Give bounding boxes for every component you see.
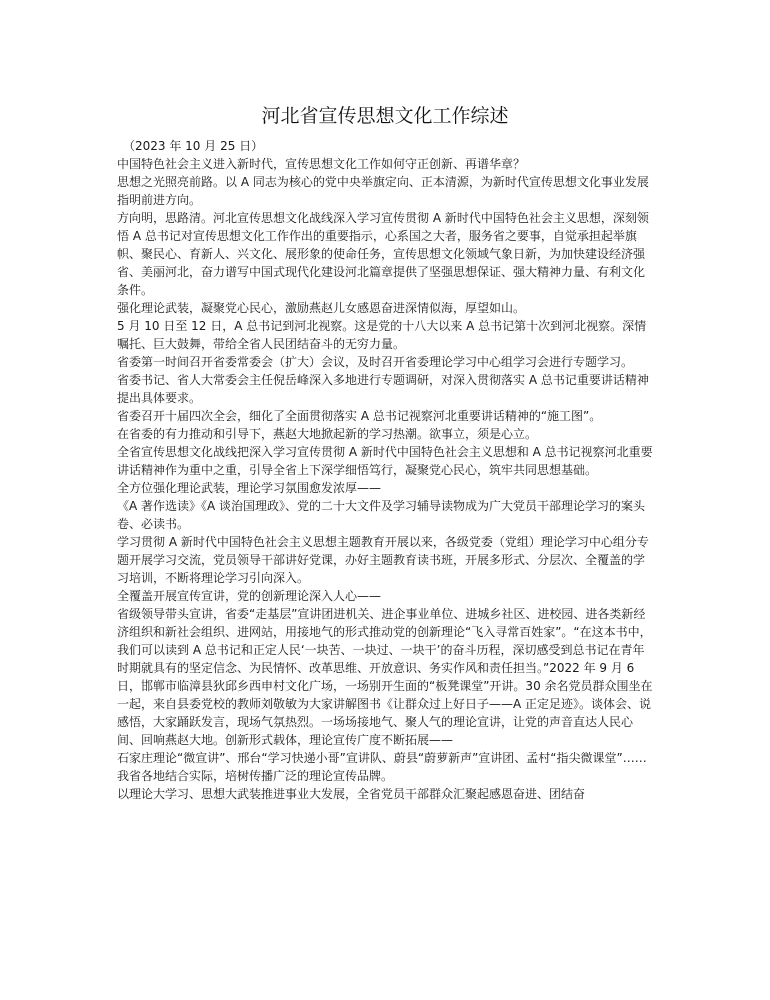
- paragraph: 以理论大学习、思想大武装推进事业大发展，全省党员干部群众汇聚起感恩奋进、团结奋: [117, 787, 586, 801]
- document-body: [117, 137, 655, 803]
- paragraph: 省委召开十届四次全会，细化了全面贯彻落实 A 总书记视察河北重要讲话精神的“施工图”。: [117, 409, 602, 423]
- paragraph: 省委第一时间召开省委常委会（扩大）会议，及时召开省委理论学习中心组学习会进行专题学习。: [117, 355, 634, 369]
- paragraph: 石家庄理论“微宣讲”、邢台“学习快递小哥”宣讲队、蔚县“蔚萝新声”宣讲团、孟村“指尖微课堂”……我省各地结合实际，培树传播广泛的理论宣传品牌。: [117, 751, 647, 783]
- paragraph: 《A 著作选读》《A 谈治国理政》、党的二十大文件及学习辅导读物成为广大党员干部理论学习的案头卷、必读书。: [117, 499, 646, 531]
- paragraph: 省级领导带头宣讲，省委“走基层”宣讲团进机关、进企事业单位、进城乡社区、进校园、进各类新经济组织和新社会组织、进网站，用接地气的形式推动党的创新理论“飞入寻常百姓家”。“在这本书中，我们可以读到 A 总书记和正定人民‘一块苦、一块过、一块干’的奋斗历程，深切感受到总书记在青年时期就具有的坚定信念、为民情怀、改革思维、开放意识、务实作风和责任担当。”2022 年 9 月 6 日，邯郸市临漳县狄邱乡西申村文化广场，一场别开生面的“板凳课堂”开讲。30 余名党员群众围坐在一起，来自县委党校的教师刘敬敏为大家讲解图书《让群众过上好日子——A 正定足迹》。谈体会、说感悟，大家踊跃发言，现场气氛热烈。一场场接地气、聚人气的理论宣讲，让党的声音直达人民心间、回响燕赵大地。创新形式载体，理论宣传广度不断拓展——: [117, 607, 653, 747]
- section-heading: 全覆盖开展宣传宣讲，党的创新理论深入人心——: [117, 589, 382, 603]
- paragraph: 在省委的有力推动和引导下，燕赵大地掀起新的学习热潮。欲事立，须是心立。: [117, 427, 538, 441]
- paragraph: 方向明，思路清。河北宣传思想文化战线深入学习宣传贯彻 A 新时代中国特色社会主义思想，深刻领悟 A 总书记对宣传思想文化工作作出的重要指示，心系国之大者，服务省之要事，自觉承担起举旗帜、聚民心、育新人、兴文化、展形象的使命任务，宣传思想文化领域气象日新，为加快建设经济强省、美丽河北，奋力谱写中国式现代化建设河北篇章提供了坚强思想保证、强大精神力量、有利文化条件。: [117, 211, 649, 297]
- paragraph: 5 月 10 日至 12 日，A 总书记到河北视察。这是党的十八大以来 A 总书记第十次到河北视察。深情嘱托、巨大鼓舞，带给全省人民团结奋斗的无穷力量。: [117, 319, 647, 351]
- paragraph: 中国特色社会主义进入新时代，宣传思想文化工作如何守正创新、再谱华章？: [117, 157, 526, 171]
- section-heading: 全方位强化理论武装，理论学习氛围愈发浓厚——: [117, 481, 382, 495]
- paragraph: 学习贯彻 A 新时代中国特色社会主义思想主题教育开展以来，各级党委（党组）理论学习中心组分专题开展学习交流，党员领导干部讲好党课，办好主题教育读书班，开展多形式、分层次、全覆盖的学习培训，不断将理论学习引向深入。: [117, 535, 649, 585]
- paragraph: 强化理论武装，凝聚党心民心，激励燕赵儿女感恩奋进深情似海，厚望如山。: [117, 301, 526, 315]
- document-title: 河北省宣传思想文化工作综述: [261, 105, 509, 127]
- paragraph: 省委书记、省人大常委会主任倪岳峰深入多地进行专题调研，对深入贯彻落实 A 总书记重要讲话精神提出具体要求。: [117, 373, 649, 405]
- date-line: （2023 年 10 月 25 日）: [123, 139, 264, 153]
- paragraph: 思想之光照亮前路。以 A 同志为核心的党中央举旗定向、正本清源，为新时代宣传思想文化事业发展指明前进方向。: [117, 175, 649, 207]
- paragraph: 全省宣传思想文化战线把深入学习宣传贯彻 A 新时代中国特色社会主义思想和 A 总书记视察河北重要讲话精神作为重中之重，引导全省上下深学细悟笃行，凝聚党心民心，筑牢共同思想基础。: [117, 445, 653, 477]
